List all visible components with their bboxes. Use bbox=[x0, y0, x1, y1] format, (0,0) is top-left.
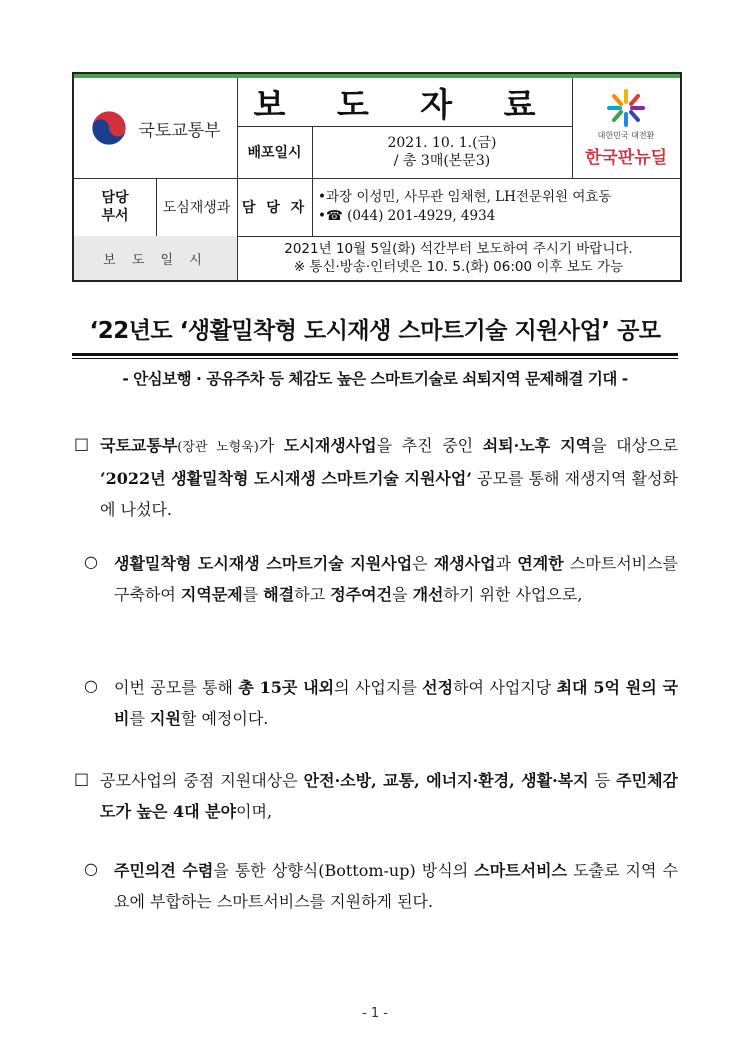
p1-minister: (장관 노형욱) bbox=[177, 440, 259, 455]
release-value bbox=[237, 236, 680, 280]
p1-text: 을 대상으로 bbox=[591, 436, 678, 455]
new-deal-burst-icon bbox=[606, 88, 646, 128]
p4-text: 이며, bbox=[236, 802, 273, 821]
p2-regen: 재생사업 bbox=[433, 554, 496, 573]
p2-text: 은 bbox=[412, 554, 434, 573]
square-bullet: □ bbox=[74, 769, 90, 788]
contact-persons: •과장 이성민, 사무관 임채현, LH전문위원 여효동 bbox=[318, 189, 612, 205]
p5-opinion: 주민의견 수렴 bbox=[114, 861, 214, 880]
p3-text: 의 사업지를 bbox=[334, 678, 423, 697]
ministry-name: 국토교통부 bbox=[138, 120, 221, 141]
p3-text: 할 예정이다. bbox=[180, 709, 269, 728]
p2-text: 하고 bbox=[294, 585, 331, 604]
new-deal-title: 한국판뉴딜 bbox=[584, 148, 668, 168]
headline: ‘22년도 ‘생활밀착형 도시재생 스마트기술 지원사업’ 공모 bbox=[89, 318, 661, 344]
p2-text: 스마트서비스를 구축하여 bbox=[114, 554, 679, 604]
circle-bullet: ○ bbox=[84, 859, 98, 878]
contact-label: 담 당 자 bbox=[241, 200, 308, 216]
p2-text: 하기 위한 사업으로, bbox=[443, 585, 583, 604]
p3-select: 선정 bbox=[422, 678, 454, 697]
paragraph-2 bbox=[114, 548, 678, 610]
p2-improve: 개선 bbox=[412, 585, 444, 604]
distribution-label: 배포일시 bbox=[247, 145, 302, 161]
p4-text: 공모사업의 중점 지원대상은 bbox=[100, 771, 304, 790]
p2-text: 을 bbox=[392, 585, 413, 604]
p4-text: 등 bbox=[588, 771, 617, 790]
taegeuk-icon bbox=[90, 109, 128, 147]
square-bullet: □ bbox=[74, 434, 90, 453]
p2-text: 과 bbox=[495, 554, 518, 573]
distribution-date: 2021. 10. 1.(금) bbox=[387, 135, 497, 151]
department-label bbox=[74, 178, 156, 236]
headline-rule-thin bbox=[72, 358, 678, 359]
document-title: 보 도 자 료 bbox=[253, 84, 556, 124]
headline-rule bbox=[72, 353, 678, 356]
paragraph-1 bbox=[100, 430, 678, 525]
p4-four-fields: 주민체감도가 높은 4대 분야 bbox=[100, 771, 678, 821]
p1-text: 공모를 통해 재생지역 활성화에 나섰다. bbox=[100, 469, 678, 519]
p5-text: 을 통한 상향식(Bottom-up) 방식의 bbox=[213, 861, 475, 880]
p2-program: 생활밀착형 도시재생 스마트기술 지원사업 bbox=[114, 554, 413, 573]
p1-text: 을 추진 중인 bbox=[376, 436, 483, 455]
p2-solve: 해결 bbox=[263, 585, 295, 604]
page-number: - 1 - bbox=[362, 1006, 388, 1021]
p1-text: 가 bbox=[258, 436, 284, 455]
release-label: 보 도 일 시 bbox=[74, 236, 237, 280]
p4-areas: 안전·소방, 교통, 에너지·환경, 생활·복지 bbox=[303, 771, 589, 790]
p1-area: 쇠퇴·노후 지역 bbox=[482, 436, 592, 455]
korean-new-deal-logo bbox=[572, 78, 680, 178]
ministry-logo bbox=[74, 78, 237, 178]
subtitle: - 안심보행 · 공유주차 등 체감도 높은 스마트기술로 쇠퇴지역 문제해결 기대 - bbox=[122, 370, 628, 388]
contact-phone: •☎ (044) 201-4929, 4934 bbox=[318, 208, 496, 224]
release-line-2: ※ 통신·방송·인터넷은 10. 5.(화) 06:00 이후 보도 가능 bbox=[293, 259, 624, 275]
p1-program: ‘2022년 생활밀착형 도시재생 스마트기술 지원사업’ bbox=[100, 469, 472, 488]
p3-text: 하여 사업지당 bbox=[453, 678, 557, 697]
p2-problem: 지역문제 bbox=[180, 585, 243, 604]
p1-ministry: 국토교통부 bbox=[100, 436, 178, 455]
circle-bullet: ○ bbox=[84, 552, 98, 571]
release-line-1: 2021년 10월 5일(화) 석간부터 보도하여 주시기 바랍니다. bbox=[284, 241, 633, 257]
paragraph-5 bbox=[114, 855, 678, 917]
department-value: 도심재생과 bbox=[162, 200, 231, 216]
p3-count: 총 15곳 내외 bbox=[238, 678, 335, 697]
p5-text: 도출로 지역 수요에 부합하는 스마트서비스를 지원하게 된다. bbox=[114, 861, 678, 911]
department-label-line2: 부서 bbox=[101, 208, 129, 224]
p3-text: 를 bbox=[129, 709, 151, 728]
circle-bullet: ○ bbox=[84, 676, 98, 695]
press-release-header bbox=[72, 72, 682, 282]
p2-text: 를 bbox=[242, 585, 264, 604]
new-deal-subtitle: 대한민국 대전환 bbox=[597, 131, 655, 140]
p3-budget: 최대 5억 원의 국비 bbox=[114, 678, 678, 728]
department-label-line1: 담당 bbox=[101, 190, 129, 206]
p3-text: 이번 공모를 통해 bbox=[114, 678, 239, 697]
distribution-pages: / 총 3매(본문3) bbox=[393, 153, 491, 169]
p3-support: 지원 bbox=[150, 709, 181, 728]
paragraph-3 bbox=[114, 672, 678, 734]
p2-living: 정주여건 bbox=[330, 585, 393, 604]
contact-value bbox=[312, 178, 680, 236]
distribution-value bbox=[312, 126, 572, 178]
p1-project: 도시재생사업 bbox=[283, 436, 377, 455]
p2-link: 연계한 bbox=[517, 554, 564, 573]
p5-service: 스마트서비스 bbox=[474, 861, 567, 880]
paragraph-4 bbox=[100, 765, 678, 827]
